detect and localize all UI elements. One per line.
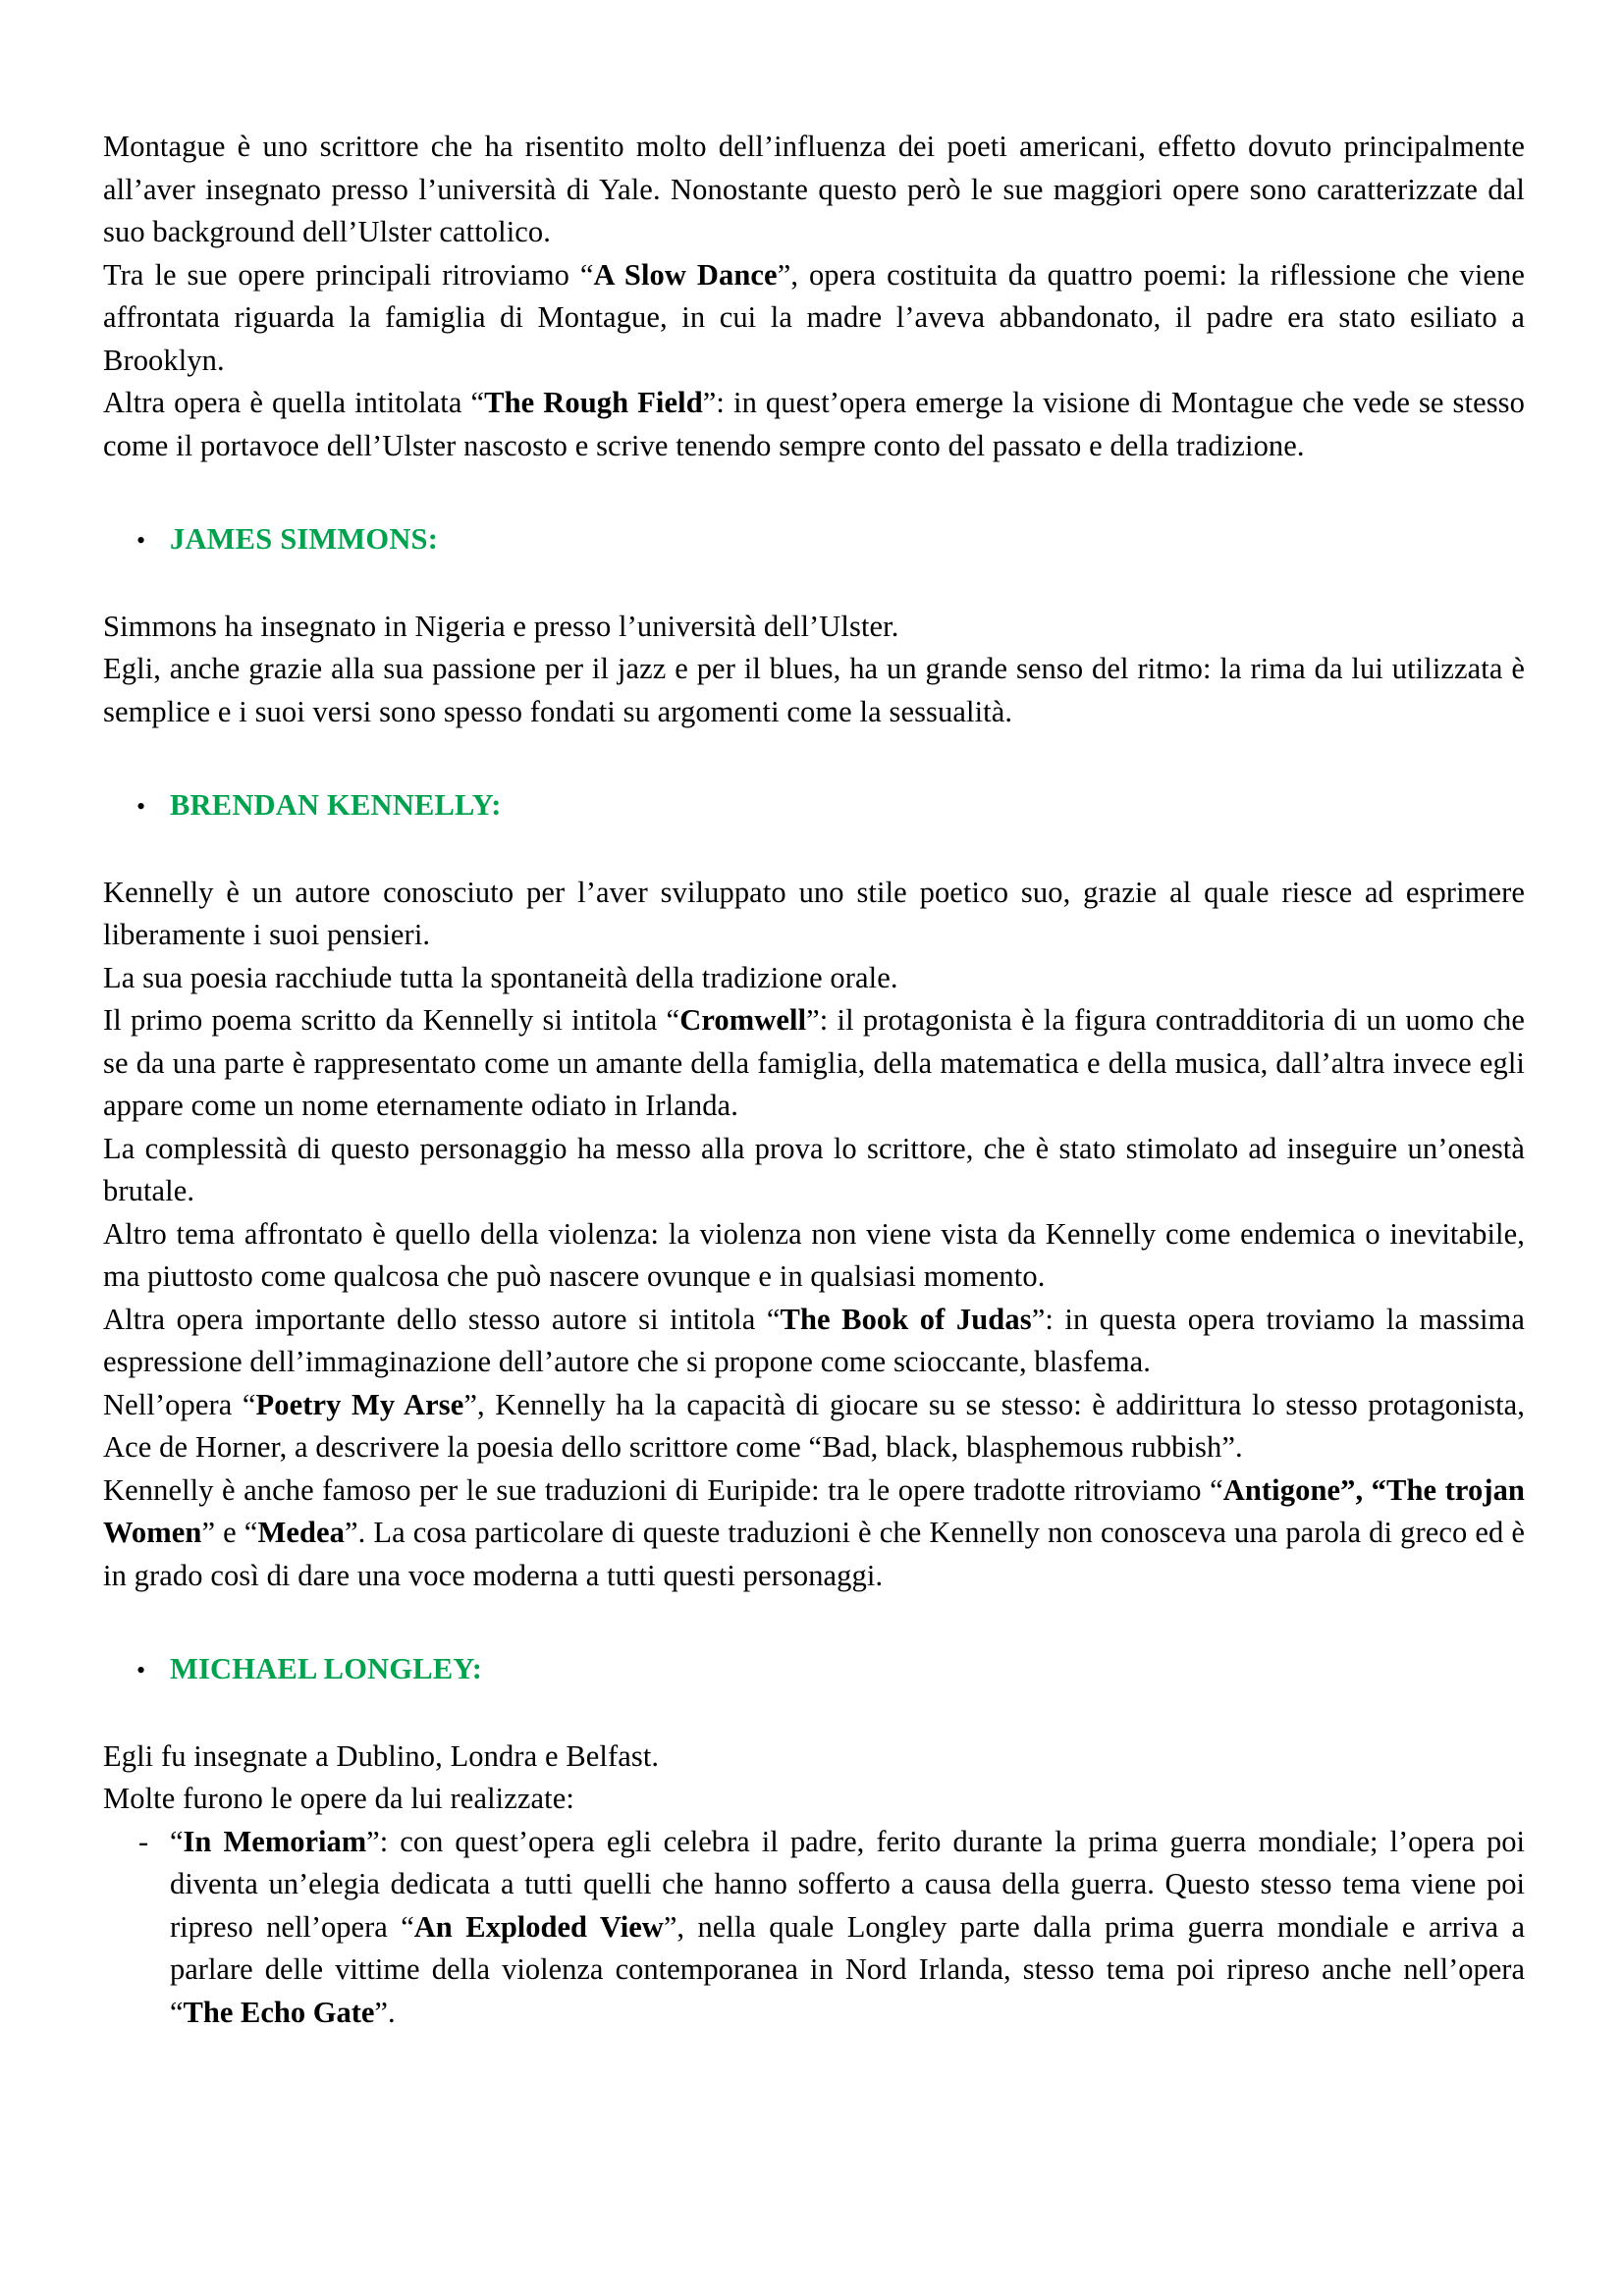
list-item <box>103 1821 1525 2035</box>
cromwell-trailing-text: ”: il protagonista è la figura contradditoria di un uomo che se da una parte è rappresentato come un amante della famiglia, della matematica e della musica, dall’altra invece egli appare come un nome eternamente odiato in Irlanda. <box>103 1003 1525 1122</box>
work-title-medea: Medea <box>257 1516 346 1549</box>
document-body <box>103 126 1525 2034</box>
paragraph-simmons-rhythm: Egli, anche grazie alla sua passione per il jazz e per il blues, ha un grande senso del ritmo: la rima da lui utilizzata è semplice e i suoi versi sono spesso fondati su argomenti come la sessualità. <box>103 652 1525 728</box>
paragraph-a-slow-dance <box>103 254 1525 383</box>
work-title-the-trojan-women: The trojan Women <box>103 1472 1525 1549</box>
spacer <box>103 1692 1525 1735</box>
section-heading-brendan-kennelly <box>103 784 1525 828</box>
memoriam-middle-text-2: ”, nella quale Longley parte dalla prima guerra mondiale e arriva a parlare delle vittime della violenza contemporanea in Nord Irlanda, stesso tema poi ripreso anche nell’opera “ <box>170 1909 1525 2029</box>
bullet-icon: • <box>136 526 146 555</box>
slow-dance-trailing-text: ”, opera costituita da quattro poemi: la riflessione che viene affrontata riguarda la famiglia di Montague, in cui la madre l’aveva abbandonato, il padre era stato esiliato a Brooklyn. <box>103 257 1526 377</box>
work-title-in-memoriam: In Memoriam <box>183 1824 367 1858</box>
bullet-icon: • <box>136 1656 146 1684</box>
euripide-separator-1: ”, “ <box>1340 1472 1387 1507</box>
paragraph-kennelly-style: Kennelly è un autore conosciuto per l’aver sviluppato uno stile poetico suo, grazie al quale riesce ad esprimere liberamente i suoi pensieri. <box>103 875 1525 951</box>
paragraph-the-rough-field <box>103 382 1525 467</box>
section-heading-label: JAMES SIMMONS: <box>170 522 439 556</box>
cromwell-lead-text: Il primo poema scritto da Kennelly si intitola “ <box>103 1003 680 1037</box>
work-title-a-slow-dance: A Slow Dance <box>593 257 778 292</box>
spacer <box>103 1597 1525 1648</box>
work-title-cromwell: Cromwell <box>679 1003 807 1037</box>
euripide-lead-text: Kennelly è anche famoso per le sue traduzioni di Euripide: tra le opere tradotte ritroviamo “ <box>103 1472 1223 1507</box>
list-item-text <box>170 1821 1525 2035</box>
poetry-trailing-text: ”, Kennelly ha la capacità di giocare su se stesso: è addirittura lo stesso protagonista, Ace de Horner, a descrivere la poesia dello scrittore come “Bad, black, blasphemous rubbish”. <box>103 1387 1525 1464</box>
judas-trailing-text: ”: in questa opera troviamo la massima espressione dell’immaginazione dell’autore che si propone come scioccante, blasfema. <box>103 1302 1525 1378</box>
slow-dance-lead-text: Tra le sue opere principali ritroviamo “ <box>103 257 594 292</box>
section-heading-michael-longley <box>103 1648 1525 1692</box>
spacer <box>103 733 1525 784</box>
paragraph-kennelly-complexity: La complessità di questo personaggio ha messo alla prova lo scrittore, che è stato stimolato ad inseguire un’onestà brutale. <box>103 1131 1525 1207</box>
judas-lead-text: Altra opera importante dello stesso autore si intitola “ <box>103 1302 781 1336</box>
poetry-lead-text: Nell’opera “ <box>103 1387 256 1421</box>
paragraph-simmons-teaching: Simmons ha insegnato in Nigeria e presso l’università dell’Ulster. <box>103 609 899 643</box>
work-title-the-book-of-judas: The Book of Judas <box>780 1302 1032 1336</box>
paragraph-longley-teaching: Egli fu insegnate a Dublino, Londra e Belfast. <box>103 1738 660 1773</box>
paragraph-longley-works-intro: Molte furono le opere da lui realizzate: <box>103 1782 574 1815</box>
work-title-an-exploded-view: An Exploded View <box>413 1909 664 1944</box>
section-heading-james-simmons <box>103 518 1525 562</box>
spacer <box>103 562 1525 606</box>
section-heading-label: MICHAEL LONGLEY: <box>170 1652 483 1685</box>
paragraph-euripide-translations <box>103 1469 1525 1598</box>
paragraph-cromwell <box>103 999 1525 1128</box>
dash-bullet-icon: - <box>138 1824 149 1858</box>
spacer <box>103 828 1525 872</box>
memoriam-end-text: ”. <box>374 1995 396 2029</box>
memoriam-open-quote: “ <box>170 1824 184 1858</box>
paragraph-kennelly-oral-tradition: La sua poesia racchiude tutta la spontaneità della tradizione orale. <box>103 960 898 994</box>
memoriam-middle-text: ”: con quest’opera egli celebra il padre, ferito durante la prima guerra mondiale; l’opera poi diventa un’elegia dedicata a tutti quelli che hanno sofferto a causa della guerra. Questo stesso tema viene poi ripreso nell’opera “ <box>170 1824 1525 1944</box>
bullet-icon: • <box>136 792 146 821</box>
work-title-poetry-my-arse: Poetry My Arse <box>255 1387 464 1421</box>
paragraph-poetry-my-arse <box>103 1384 1525 1469</box>
work-title-the-rough-field: The Rough Field <box>484 386 703 419</box>
paragraph-kennelly-violence: Altro tema affrontato è quello della violenza: la violenza non viene vista da Kennelly come endemica o inevitabile, ma piuttosto come qualcosa che può nascere ovunque e in qualsiasi momento. <box>103 1216 1525 1293</box>
section-heading-label: BRENDAN KENNELLY: <box>170 788 502 822</box>
rough-field-lead-text: Altra opera è quella intitolata “ <box>103 386 485 419</box>
euripide-trailing-text: ”. La cosa particolare di queste traduzioni è che Kennelly non conosceva una parola di greco ed è in grado così di dare una voce moderna a tutti questi personaggi. <box>103 1516 1525 1592</box>
work-title-the-echo-gate: The Echo Gate <box>183 1995 375 2029</box>
work-title-antigone: Antigone <box>1222 1472 1341 1507</box>
paragraph-the-book-of-judas <box>103 1299 1525 1384</box>
spacer <box>103 467 1525 518</box>
rough-field-trailing-text: ”: in quest’opera emerge la visione di Montague che vede se stesso come il portavoce dell’Ulster nascosto e scrive tenendo sempre conto del passato e della tradizione. <box>103 386 1526 462</box>
paragraph-montague-intro: Montague è uno scrittore che ha risentito molto dell’influenza dei poeti americani, effetto dovuto principalmente all’aver insegnato presso l’università di Yale. Nonostante questo però le sue maggiori opere sono caratterizzate dal suo background dell’Ulster cattolico. <box>103 130 1525 248</box>
euripide-separator-2: ” e “ <box>201 1516 258 1549</box>
